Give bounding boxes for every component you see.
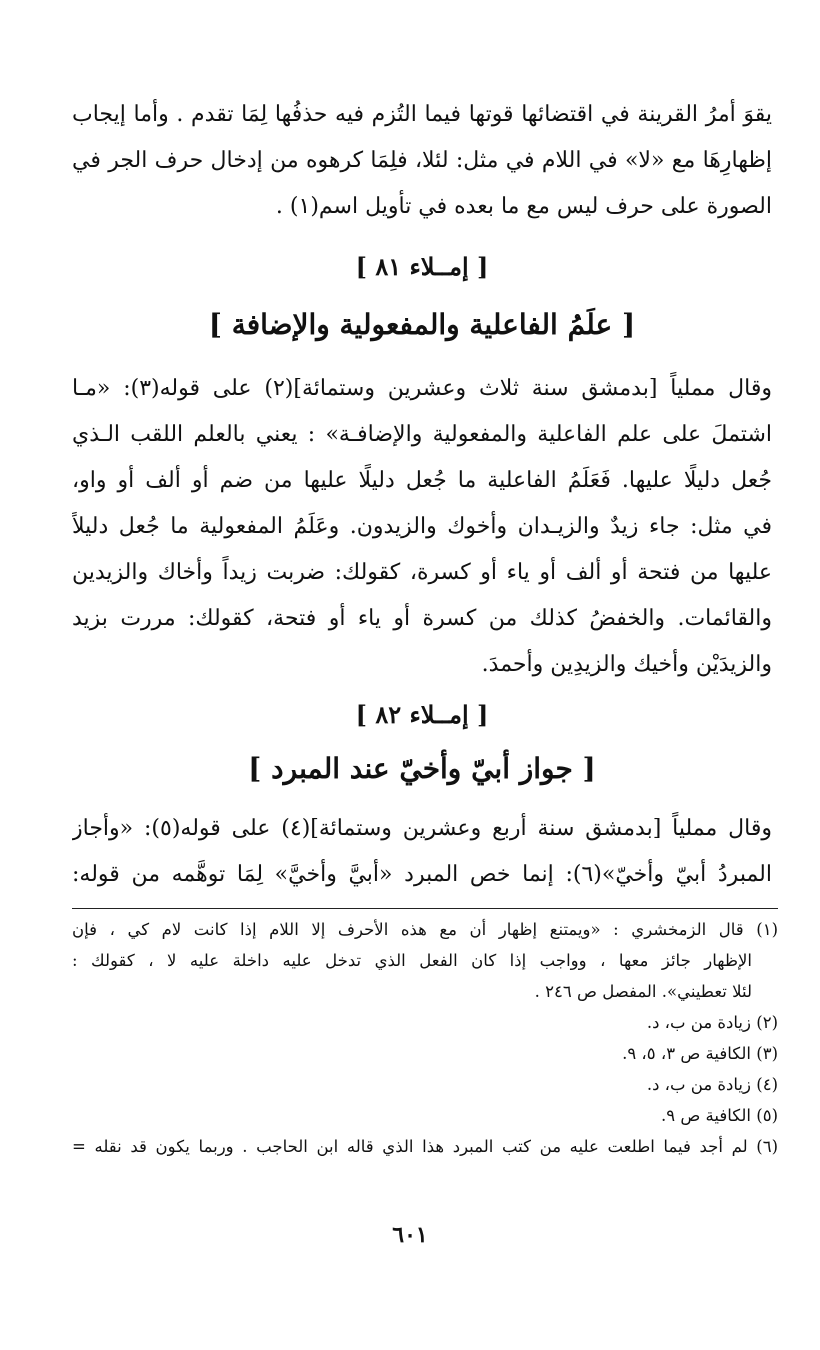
footnote-5: (٥) الكافية ص ٩.: [660, 1106, 778, 1125]
text-line: جُعل دليلًا عليها. فَعَلَمُ الفاعلية ما جُعل دليلًا عليها من ضم أو ألف أو واو،: [72, 468, 772, 493]
section-82-title-heading: [ جواز أبيّ وأخيّ عند المبرد ]: [248, 752, 596, 785]
text-line: الصورة على حرف ليس مع ما بعده في تأويل اسم(١) .: [275, 194, 772, 219]
footnote-3: (٣) الكافية ص ٣، ٥، ٩.: [622, 1044, 778, 1063]
footnote-line: الإظهار جائز معها ، وواجب إذا كان الفعل الذي تدخل عليه داخلة عليه لا ، كقولك :: [72, 951, 752, 970]
footnote-line: لئلا تعطيني». المفصل ص ٢٤٦ .: [534, 982, 752, 1001]
text-line: يقوَ أمرُ القرينة في اقتضائها قوتها فيما التُزم فيه حذفُها لِمَا تقدم . وأما إيجاب: [72, 102, 772, 127]
paragraph-82: [72, 806, 772, 898]
section-81-title-heading: [ علَمُ الفاعلية والمفعولية والإضافة ]: [208, 308, 636, 341]
text-line: وقال مملياً [بدمشق سنة أربع وعشرين وستمائة](٤) على قوله(٥): «وأجاز: [72, 816, 772, 841]
paragraph-81: [72, 366, 772, 688]
paragraph-top: [72, 92, 772, 230]
footnote-separator: [72, 908, 778, 909]
section-82-number-heading: [ إمــلاء ٨٢ ]: [355, 700, 489, 729]
footnote-2: (٢) زيادة من ب، د.: [646, 1013, 778, 1032]
footnote-6: (٦) لم أجد فيما اطلعت عليه من كتب المبرد هذا الذي قاله ابن الحاجب . وربما يكون قد نقله =: [72, 1137, 778, 1156]
text-line: والزيدَيْن وأخيك والزيدِين وأحمدَ.: [481, 652, 772, 677]
text-line: المبردُ أبيّ وأخيّ»(٦): إنما خص المبرد «أبيَّ وأخيَّ» لِمَا توهَّمه من قوله:: [72, 862, 772, 887]
text-line: إظهارِهَا مع «لا» في اللام في مثل: لئلا، فلِمَا كرهوه من إدخال حرف الجر في: [72, 148, 772, 173]
footnote-line: (١) قال الزمخشري : «ويمتنع إظهار أن مع هذه الأحرف إلا اللام إذا كانت لام كي ، فإن: [72, 920, 778, 939]
text-line: اشتملَ على علم الفاعلية والمفعولية والإضافـة» : يعني بالعلم اللقب الـذي: [72, 422, 772, 447]
footnote-4: (٤) زيادة من ب، د.: [646, 1075, 778, 1094]
text-line: في مثل: جاء زيدٌ والزيـدان وأخوك والزيدون. وعَلَمُ المفعولية ما جُعل دليلاً: [72, 514, 772, 539]
text-line: عليها من فتحة أو ألف أو ياء أو كسرة، كقولك: ضربت زيداً وأخاك والزيدين: [72, 560, 772, 585]
page-number: ٦٠١: [392, 1222, 428, 1248]
footnotes: [72, 914, 778, 1162]
section-81-number-heading: [ إمــلاء ٨١ ]: [355, 252, 489, 281]
text-line: وقال مملياً [بدمشق سنة ثلاث وعشرين وستمائة](٢) على قوله(٣): «مـا: [72, 376, 772, 401]
text-line: والقائمات. والخفضُ كذلك من كسرة أو ياء أو فتحة، كقولك: مررت بزيد: [72, 606, 772, 631]
